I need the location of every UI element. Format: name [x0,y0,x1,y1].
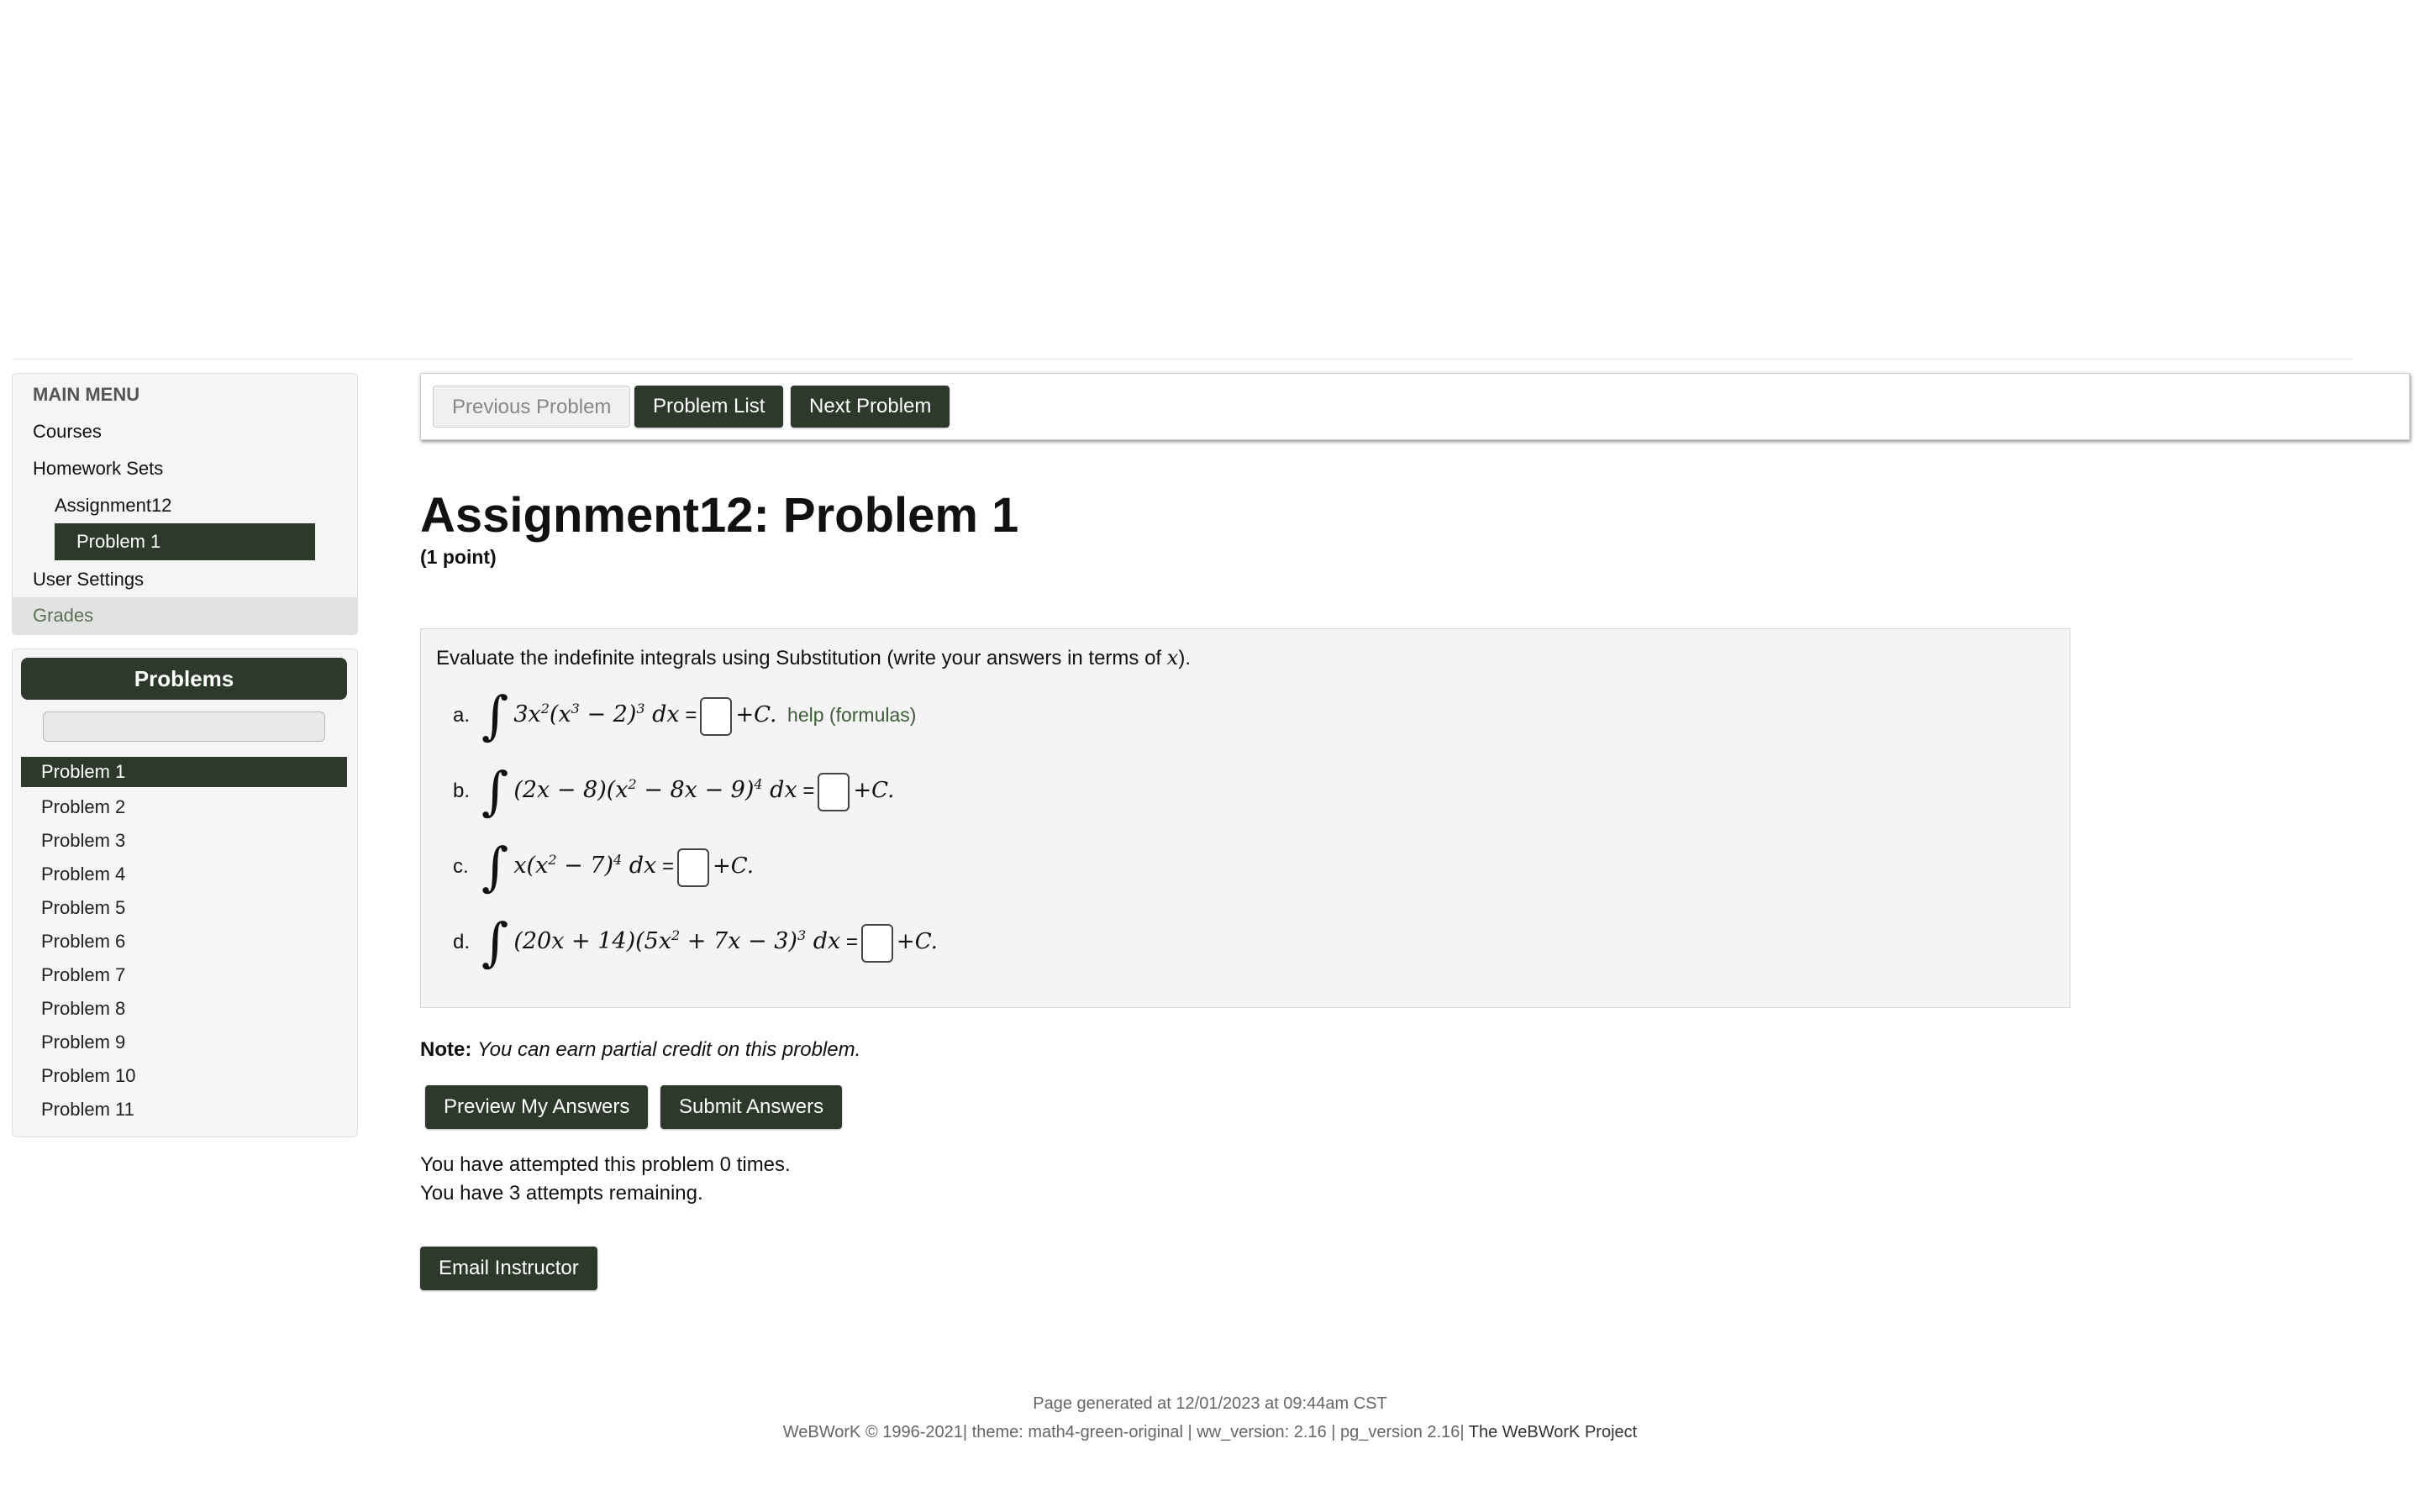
main-menu-heading: MAIN MENU [33,384,140,405]
problems-list [21,757,347,1126]
footer-generated: Page generated at 12/01/2023 at 09:44am CST [1033,1394,1387,1413]
problem-list-item[interactable]: Problem 2 [41,796,126,817]
integral-sign-icon: ∫ [481,911,509,973]
problem-list-item[interactable]: Problem 3 [41,830,126,851]
problem-list-item[interactable]: Problem 5 [41,897,126,918]
answer-input-c[interactable] [677,848,709,887]
main-menu [12,373,358,635]
footer-version-text: WeBWorK © 1996-2021| theme: math4-green-original | ww_version: 2.16 | pg_version 2.16| [782,1423,1465,1441]
part-label: b. [453,780,471,802]
intro-end: ). [1178,647,1191,669]
problem-list-item[interactable]: Problem 10 [41,1065,136,1086]
problem-list-item[interactable]: Problem 8 [41,998,126,1019]
menu-link-grades[interactable]: Grades [13,597,357,634]
header-divider [12,359,2353,360]
part-label: a. [453,704,471,727]
problem-list-item[interactable]: Problem 1 [21,757,347,787]
answer-input-b[interactable] [818,773,850,811]
problem-body [420,628,2070,1008]
part-label: c. [453,855,469,878]
problem-points: (1 point) [420,546,497,568]
intro-variable: x [1166,646,1179,669]
problem-list-item[interactable]: Problem 11 [41,1099,134,1120]
menu-link-assignment12[interactable]: Assignment12 [55,495,172,516]
integrand: $3x^2(x^3 - 2)^3$ dx [513,701,680,727]
answer-input-a[interactable] [700,697,732,736]
plus-c: +C. [712,853,754,879]
menu-link-user-settings[interactable]: User Settings [33,569,145,590]
integral-sign-icon: ∫ [481,685,509,746]
problem-nav-bar [420,373,2410,440]
partial-credit-note [420,1038,860,1062]
integrand: $(2x - 8)(x^2 - 8x - 9)^4$ dx [513,776,797,803]
note-label: Note: [420,1038,472,1061]
header-area [0,0,2420,360]
part-d [453,911,938,973]
problems-filter-input[interactable] [43,711,325,742]
part-a [453,685,916,746]
help-formulas-link[interactable]: help (formulas) [787,704,917,726]
menu-link-problem-1[interactable]: Problem 1 [55,523,315,560]
part-label: d. [453,931,471,953]
attempts-remaining: You have 3 attempts remaining. [420,1182,703,1205]
preview-answers-button[interactable]: Preview My Answers [425,1085,648,1129]
problem-list-item[interactable]: Problem 6 [41,931,126,952]
problem-list-button[interactable]: Problem List [634,386,783,428]
equals-sign: = [802,780,815,802]
plus-c: +C. [853,778,895,803]
attempts-info [420,1151,791,1208]
menu-link-courses[interactable]: Courses [33,421,102,442]
part-b [453,760,894,822]
integral-sign-icon: ∫ [481,760,509,822]
webwork-project-link[interactable]: The WeBWorK Project [1468,1423,1638,1441]
footer-info [0,1423,2420,1442]
next-problem-button[interactable]: Next Problem [791,386,950,428]
equals-sign: = [661,855,674,878]
previous-problem-button[interactable]: Previous Problem [433,386,630,428]
problems-panel [12,648,358,1137]
integral-sign-icon: ∫ [481,836,509,897]
integrand: $(20x + 14)(5x^2 + 7x - 3)^3$ dx [513,927,841,954]
attempts-count: You have attempted this problem 0 times. [420,1153,791,1176]
integrand: $x(x^2 - 7)^4$ dx [513,852,657,879]
problems-heading: Problems [21,658,347,700]
problem-list-item[interactable]: Problem 7 [41,964,126,985]
submit-answers-button[interactable]: Submit Answers [660,1085,842,1129]
answer-input-d[interactable] [861,924,893,963]
equals-sign: = [685,704,697,727]
problem-intro [436,646,1191,670]
plus-c: +C. [896,929,938,954]
equals-sign: = [845,931,858,953]
menu-link-homework-sets[interactable]: Homework Sets [33,458,164,479]
note-text: You can earn partial credit on this problem. [477,1038,861,1061]
email-instructor-button[interactable]: Email Instructor [420,1247,597,1290]
intro-text: Evaluate the indefinite integrals using Substitution (write your answers in terms of [436,647,1162,669]
page-title: Assignment12: Problem 1 [420,488,1019,543]
plus-c: +C. [735,702,777,727]
problem-list-item[interactable]: Problem 9 [41,1032,126,1053]
problem-list-item[interactable]: Problem 4 [41,864,126,885]
part-c [453,836,754,897]
